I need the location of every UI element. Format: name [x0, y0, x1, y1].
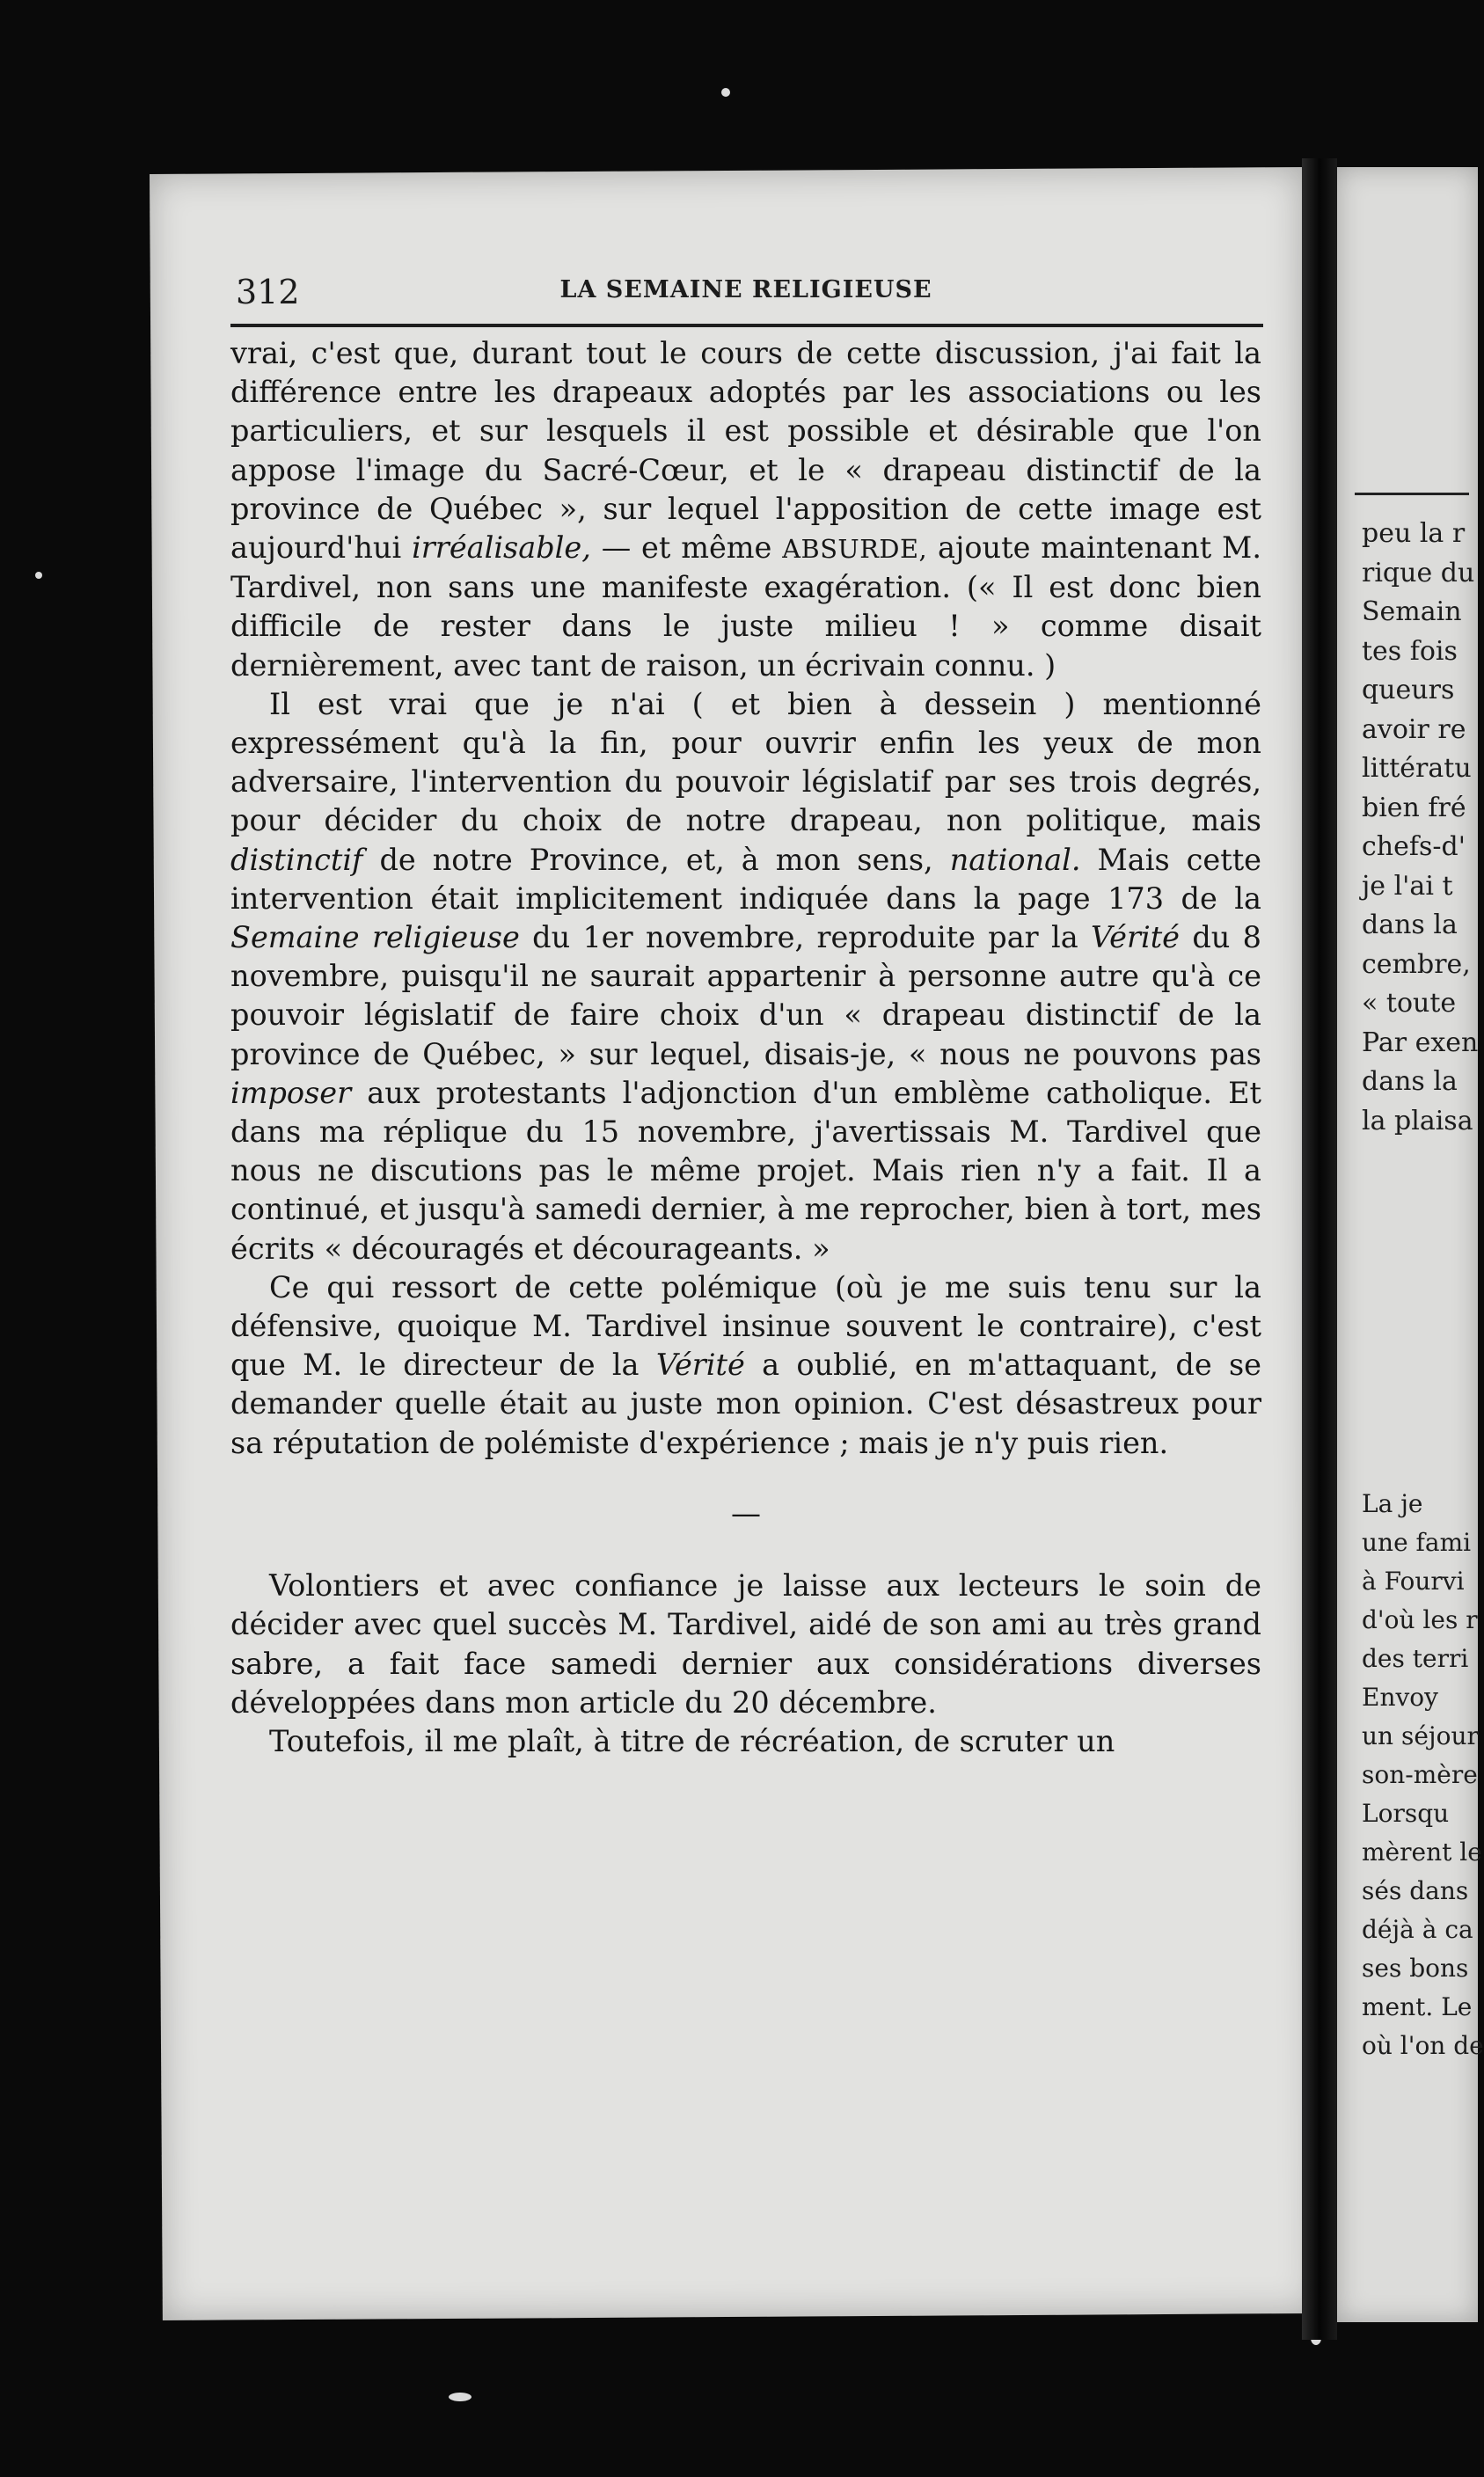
right-page-line: un séjour — [1362, 1721, 1479, 1750]
paragraph: Ce qui ressort de cette polémique (où je me suis tenu sur la défensive, quoique M. Tardivel insinue souvent le contraire), c'est que M. le directeur de la Vérité a oublié, en m'attaquant, de se demander quelle était au juste mon opinion. C'est désastreux pour sa réputation de polémiste d'expérience ; mais je n'y puis rien. — [230, 1269, 1261, 1460]
right-page-line: d'où les r — [1362, 1605, 1478, 1634]
paragraph: Volontiers et avec confiance je laisse aux lecteurs le soin de décider avec quel succès M. Tardivel, aidé de son ami au très grand sabre, a fait face samedi dernier aux considérations diverses développées dans mon article du 20 décembre. — [230, 1568, 1261, 1720]
right-page-line: Envoy — [1362, 1683, 1438, 1712]
small-caps-text: ABSURDE, — [782, 534, 928, 565]
right-page-text-bottom — [1362, 1485, 1484, 2065]
italic-text: irréalisable, — [412, 530, 591, 566]
right-page-line: tes fois — [1362, 635, 1458, 667]
page-gutter — [1302, 158, 1337, 2340]
right-page-line: avoir re — [1362, 713, 1466, 745]
right-page-line: dans la — [1362, 910, 1458, 940]
film-speck — [35, 572, 42, 579]
right-page-line: chefs-d' — [1362, 831, 1466, 862]
right-page-line: sés dans — [1362, 1876, 1469, 1905]
right-page-line: cembre, — [1362, 948, 1471, 980]
paragraph: Il est vrai que je n'ai ( et bien à dessein ) mentionné expressément qu'à la fin, pour ouvrir enfin les yeux de mon adversaire, l'intervention du pouvoir législatif par ses trois degrés, pour décider du choix de notre drapeau, non politique, mais distinctif de notre Province, et, à mon sens, national. Mais cette intervention était implicitement indiquée dans la page 173 de la Semaine religieuse du 1er novembre, reproduite par la Vérité du 8 novembre, puisqu'il ne saurait appartenir à personne autre qu'à ce pouvoir législatif de faire choix d'un « drapeau distinctif de la province de Québec, » sur lequel, disais-je, « nous ne pouvons pas imposer aux protestants l'adjonction d'un emblème catholique. Et dans ma réplique du 15 novembre, j'avertissais M. Tardivel que nous ne discutions pas le même projet. Mais rien n'y a fait. Il a continué, et jusqu'à samedi dernier, à me reprocher, bien à tort, mes écrits « découragés et décourageants. » — [230, 686, 1261, 1266]
right-page-line: mèrent le — [1362, 1838, 1482, 1867]
italic-text: distinctif — [230, 842, 363, 877]
italic-text: Vérité — [655, 1348, 745, 1383]
right-page-line: ses bons — [1362, 1954, 1469, 1983]
right-page-line: La je — [1362, 1489, 1423, 1518]
right-page-line: peu la r — [1362, 518, 1466, 549]
italic-text: national. — [949, 842, 1081, 877]
right-page-line: la plaisa — [1362, 1105, 1473, 1136]
body-text — [230, 334, 1261, 1761]
right-page-line: une fami — [1362, 1528, 1472, 1557]
right-page-line: je l'ai t — [1362, 870, 1453, 902]
running-head — [236, 273, 1256, 311]
right-page-line: à Fourvi — [1362, 1567, 1465, 1596]
right-page-line: queurs — [1362, 675, 1455, 705]
page-number: 312 — [236, 273, 300, 311]
right-page-text-top — [1362, 515, 1479, 1141]
film-speck — [449, 2393, 472, 2401]
right-page-line: Par exen — [1362, 1027, 1479, 1058]
right-page-line: Lorsqu — [1362, 1799, 1450, 1828]
right-page-line: dans la — [1362, 1066, 1458, 1097]
right-page-line: ment. Le — [1362, 1992, 1473, 2021]
right-page-line: où l'on de — [1362, 2031, 1484, 2060]
right-page-line: littératu — [1362, 753, 1472, 784]
header-title: LA SEMAINE RELIGIEUSE — [559, 276, 932, 303]
right-page-line: « toute — [1362, 988, 1457, 1019]
paragraph: vrai, c'est que, durant tout le cours de cette discussion, j'ai fait la différence entre les drapeaux adoptés par les associations ou les particuliers, et sur lesquels il est possible et désirable que l'on appose l'image du Sacré-Cœur, et le « drapeau distinctif de la province de Québec », sur lequel l'apposition de cette image est aujourd'hui irréalisable, — et même ABSURDE, ajoute maintenant M. Tardivel, non sans une manifeste exagération. (« Il est donc bien difficile de rester dans le juste milieu ! » comme disait dernièrement, avec tant de raison, un écrivain connu. ) — [230, 336, 1261, 683]
italic-text: Semaine religieuse — [230, 920, 520, 955]
paragraph: Toutefois, il me plaît, à titre de récréation, de scruter un — [269, 1723, 1115, 1758]
right-page-line: déjà à ca — [1362, 1915, 1473, 1944]
italic-text: Vérité — [1091, 920, 1181, 955]
right-page-line: rique du — [1362, 557, 1475, 588]
right-page-line: bien fré — [1362, 792, 1466, 823]
section-separator: — — [731, 1495, 761, 1531]
right-page-line: Semain — [1362, 596, 1462, 627]
film-speck — [721, 88, 730, 97]
italic-text: imposer — [230, 1075, 352, 1110]
right-page-line: des terri — [1362, 1644, 1469, 1673]
right-page-rule — [1355, 493, 1469, 495]
header-rule — [230, 324, 1263, 327]
right-page-line: son-mère — [1362, 1760, 1478, 1789]
